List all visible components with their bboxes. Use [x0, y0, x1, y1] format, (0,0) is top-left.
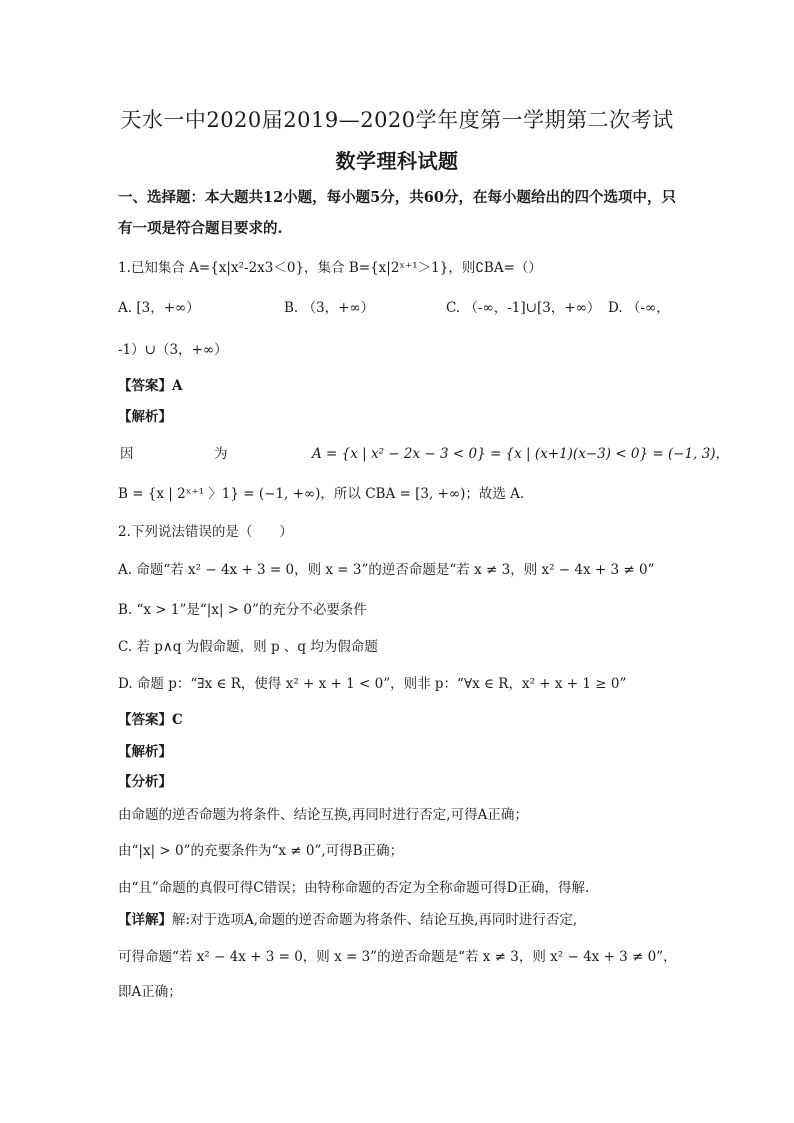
- q1-solution-word-1: 因: [120, 446, 134, 462]
- q2-fenxi-label: 【分析】: [118, 774, 172, 790]
- q1-option-b: B. （3，+∞）: [284, 300, 375, 316]
- q1-option-c: C. （-∞，-1]∪[3，+∞）: [446, 300, 601, 316]
- q2-option-c: C. 若 p∧q 为假命题，则 p 、q 均为假命题: [118, 639, 378, 655]
- q2-detail-text-1: 解:对于选项A,命题的逆否命题为将条件、结论互换,再同时进行否定,: [172, 912, 578, 928]
- q2-detail-line-2: 可得命题“若 x² − 4x + 3 = 0，则 x = 3”的逆否命题是“若 x ≠ 3，则 x² − 4x + 3 ≠ 0”，: [118, 949, 677, 965]
- section-heading-line2: 有一项是符合题目要求的.: [118, 220, 283, 237]
- q2-analysis-label: 【解析】: [118, 744, 172, 760]
- q1-solution-word-2: 为: [214, 446, 228, 462]
- q1-option-a: A. [3，+∞）: [118, 300, 200, 316]
- q2-option-a: A. 命题“若 x² − 4x + 3 = 0，则 x = 3”的逆否命题是“若 x ≠ 3，则 x² − 4x + 3 ≠ 0”: [118, 562, 655, 578]
- q2-fenxi-line-3: 由“且”命题的真假可得C错误；由特称命题的否定为全称命题可得D正确，得解.: [118, 880, 590, 896]
- q2-option-b: B. “x > 1”是“|x| > 0”的充分不必要条件: [118, 602, 367, 618]
- q2-fenxi-line-1: 由命题的逆否命题为将条件、结论互换,再同时进行否定,可得A正确；: [118, 807, 528, 823]
- section-heading-line1: 一、选择题：本大题共12小题，每小题5分，共60分，在每小题给出的四个选项中，只: [118, 189, 676, 206]
- q2-fenxi-line-2: 由“|x| > 0”的充要条件为“x ≠ 0”,可得B正确；: [118, 843, 404, 859]
- q1-solution-line-1: A = {x | x² − 2x − 3 < 0} = {x | (x+1)(x−3) < 0} = (−1, 3)，: [312, 446, 730, 462]
- exam-subtitle: 数学理科试题: [335, 149, 459, 173]
- q1-answer: 【答案】A: [118, 378, 183, 394]
- q2-detail-label: 【详解】: [118, 912, 172, 928]
- q2-option-d: D. 命题 p：“∃x ∈ R，使得 x² + x + 1 < 0”，则非 p：“∀x ∈ R，x² + x + 1 ≥ 0”: [118, 676, 627, 692]
- q1-analysis-label: 【解析】: [118, 409, 172, 425]
- q2-detail-line-3: 即A正确；: [118, 984, 182, 1000]
- q2-detail-line-1: [118, 908, 577, 928]
- q1-stem: 1.已知集合 A={x|x²-2x3＜0}，集合 B={x|2ˣ⁺¹＞1}，则∁BA=（）: [118, 260, 542, 276]
- exam-title: 天水一中2020届2019—2020学年度第一学期第二次考试: [120, 108, 674, 132]
- q1-option-d: D. （-∞，: [608, 300, 670, 316]
- q1-solution-line-2: B = {x | 2ˣ⁺¹ 〉1} = (−1, +∞)，所以 CBA = [3, +∞)；故选 A.: [118, 486, 525, 502]
- q1-option-d-continued: -1）∪（3，+∞）: [118, 342, 228, 358]
- q2-answer: 【答案】C: [118, 712, 183, 728]
- q2-stem: 2.下列说法错误的是（ ）: [118, 524, 293, 540]
